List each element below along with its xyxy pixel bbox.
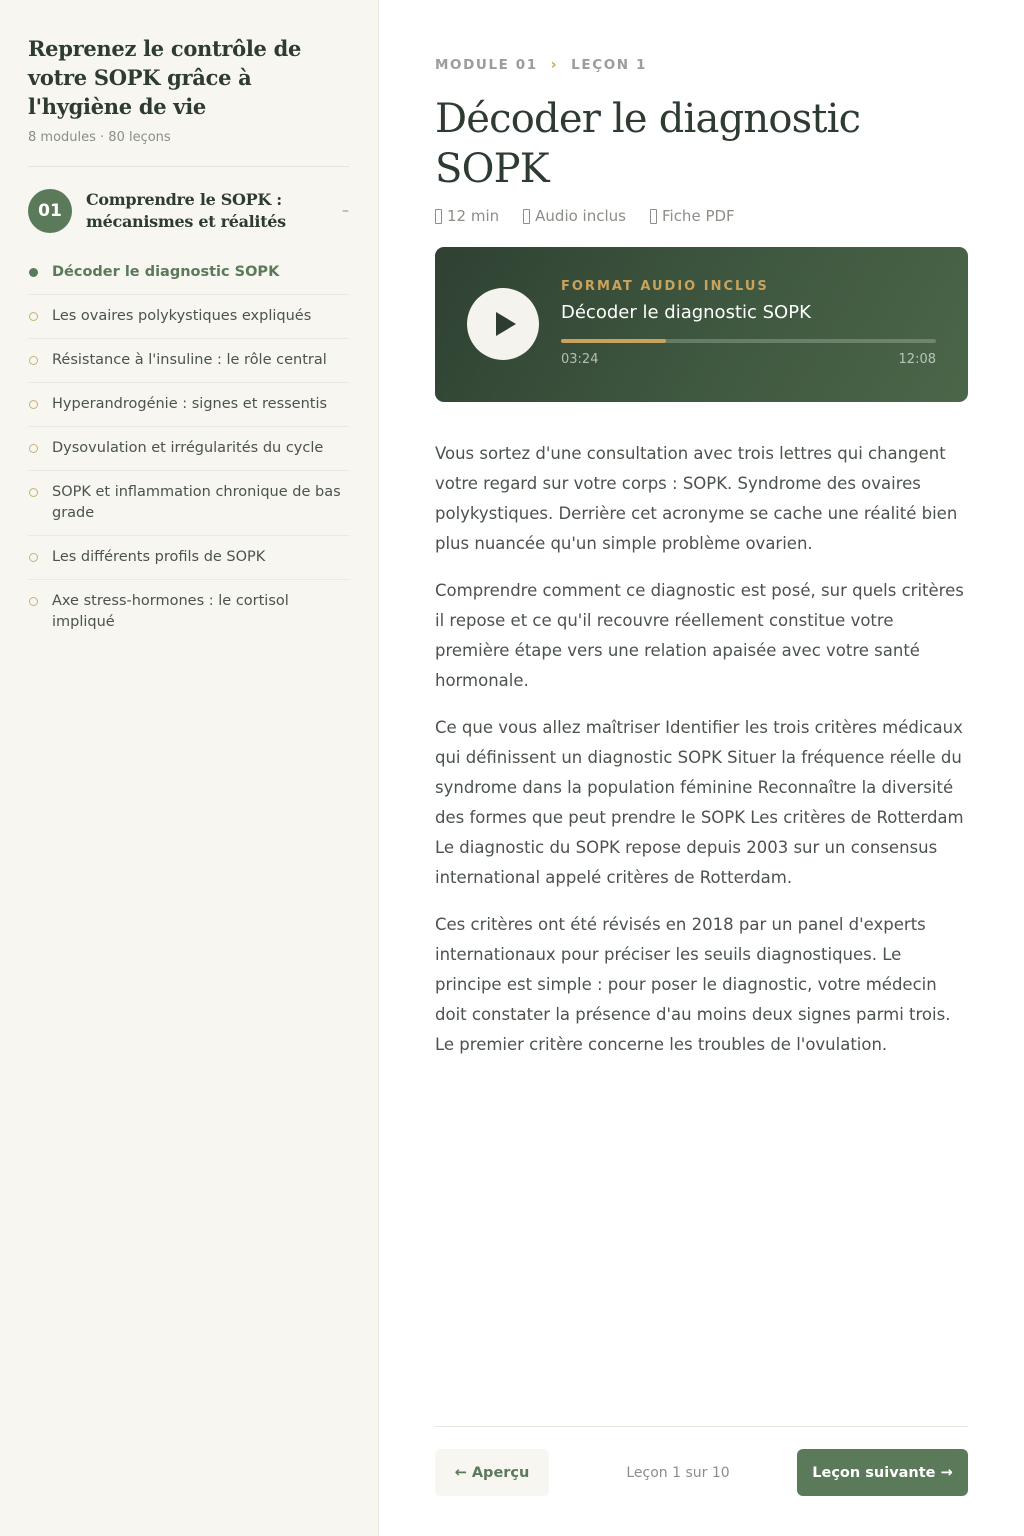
lesson-item[interactable] (28, 471, 349, 536)
content-paragraph: Comprendre comment ce diagnostic est posé, sur quels critères il repose et ce qu'il recouvre réellement constitue votre première étape vers une relation apaisée avec votre santé hormonale. (435, 581, 964, 690)
audio-label: Audio inclus (535, 207, 626, 225)
current-time: 03:24 (561, 352, 599, 367)
course-sidebar (0, 0, 379, 1536)
lesson-item[interactable] (28, 251, 349, 295)
lesson-list (28, 251, 349, 644)
lesson-meta (435, 207, 968, 225)
lesson-item[interactable] (28, 427, 349, 471)
audio-meta (523, 207, 626, 225)
total-time: 12:08 (898, 352, 936, 367)
collapse-icon[interactable]: – (342, 203, 349, 219)
lesson-status-dot-icon (29, 488, 38, 497)
module-title: Comprendre le SOPK : mécanismes et réalités (86, 190, 286, 231)
lesson-label: Les ovaires polykystiques expliqués (52, 308, 312, 324)
lesson-counter: Leçon 1 sur 10 (626, 1464, 730, 1481)
breadcrumb (435, 57, 968, 73)
player-kicker: FORMAT AUDIO INCLUS (561, 279, 769, 294)
lesson-status-dot-icon (29, 400, 38, 409)
lesson-label: Axe stress-hormones : le cortisol impliqué (52, 593, 289, 630)
lesson-label: Dysovulation et irrégularités du cycle (52, 440, 324, 456)
course-meta: 8 modules · 80 leçons (28, 130, 171, 145)
content-paragraph: Vous sortez d'une consultation avec trois lettres qui changent votre regard sur votre corps : SOPK. Syndrome des ovaires polykystiques. Derrière cet acronyme se cache une réalité bien plus nuancée qu'un simple problème ovarien. (435, 444, 958, 553)
page-title: Décoder le diagnostic SOPK (435, 96, 861, 192)
lesson-status-dot-icon (29, 553, 38, 562)
document-icon (650, 209, 657, 224)
chevron-right-icon: › (550, 57, 559, 73)
next-lesson-button[interactable]: Leçon suivante → (797, 1449, 968, 1496)
module-number-badge: 01 (28, 189, 72, 233)
breadcrumb-module[interactable]: MODULE 01 (435, 57, 538, 73)
play-button[interactable] (467, 288, 539, 360)
headphones-icon (523, 209, 530, 224)
time-row (561, 352, 936, 367)
duration-meta (435, 207, 499, 225)
lesson-label: Les différents profils de SOPK (52, 549, 266, 565)
lesson-item[interactable] (28, 536, 349, 580)
play-icon (496, 312, 516, 336)
lesson-status-dot-icon (29, 268, 38, 277)
lesson-status-dot-icon (29, 444, 38, 453)
audio-player (435, 247, 968, 402)
lesson-navigation (435, 1449, 968, 1496)
player-title: Décoder le diagnostic SOPK (561, 302, 811, 323)
player-info (561, 279, 936, 367)
lesson-main (379, 0, 1024, 1536)
previous-button[interactable]: ← Aperçu (435, 1449, 549, 1496)
lesson-status-dot-icon (29, 597, 38, 606)
divider (28, 166, 349, 167)
lesson-label: Hyperandrogénie : signes et ressentis (52, 396, 328, 412)
lesson-label: Résistance à l'insuline : le rôle central (52, 352, 327, 368)
lesson-status-dot-icon (29, 312, 38, 321)
module-header[interactable] (28, 189, 349, 233)
lesson-item[interactable] (28, 295, 349, 339)
lesson-label: SOPK et inflammation chronique de bas grade (52, 484, 341, 521)
content-paragraph: Ce que vous allez maîtriser Identifier les trois critères médicaux qui définissent un diagnostic SOPK Situer la fréquence réelle du syndrome dans la population féminine Reconnaître la diversité des formes que peut prendre le SOPK Les critères de Rotterdam Le diagnostic du SOPK repose depuis 2003 sur un consensus international appelé critères de Rotterdam. (435, 718, 964, 887)
pdf-label: Fiche PDF (661, 207, 735, 225)
lesson-label: Décoder le diagnostic SOPK (52, 264, 280, 280)
duration-label: 12 min (447, 207, 500, 225)
breadcrumb-lesson: LEÇON 1 (571, 57, 647, 73)
lesson-item[interactable] (28, 339, 349, 383)
audio-progress-bar[interactable] (561, 339, 936, 343)
audio-progress-fill (561, 339, 666, 343)
lesson-footer (435, 1426, 968, 1496)
lesson-item[interactable] (28, 580, 349, 644)
clock-icon (435, 209, 442, 224)
lesson-status-dot-icon (29, 356, 38, 365)
course-title: Reprenez le contrôle de votre SOPK grâce à l'hygiène de vie (28, 36, 302, 119)
pdf-meta[interactable] (650, 207, 735, 225)
lesson-item[interactable] (28, 383, 349, 427)
lesson-content (435, 439, 968, 1060)
content-paragraph: Ces critères ont été révisés en 2018 par un panel d'experts internationaux pour préciser les seuils diagnostiques. Le principe est simple : pour poser le diagnostic, votre médecin doit constater la présence d'au moins deux signes parmi trois. Le premier critère concerne les troubles de l'ovulation. (435, 915, 951, 1054)
